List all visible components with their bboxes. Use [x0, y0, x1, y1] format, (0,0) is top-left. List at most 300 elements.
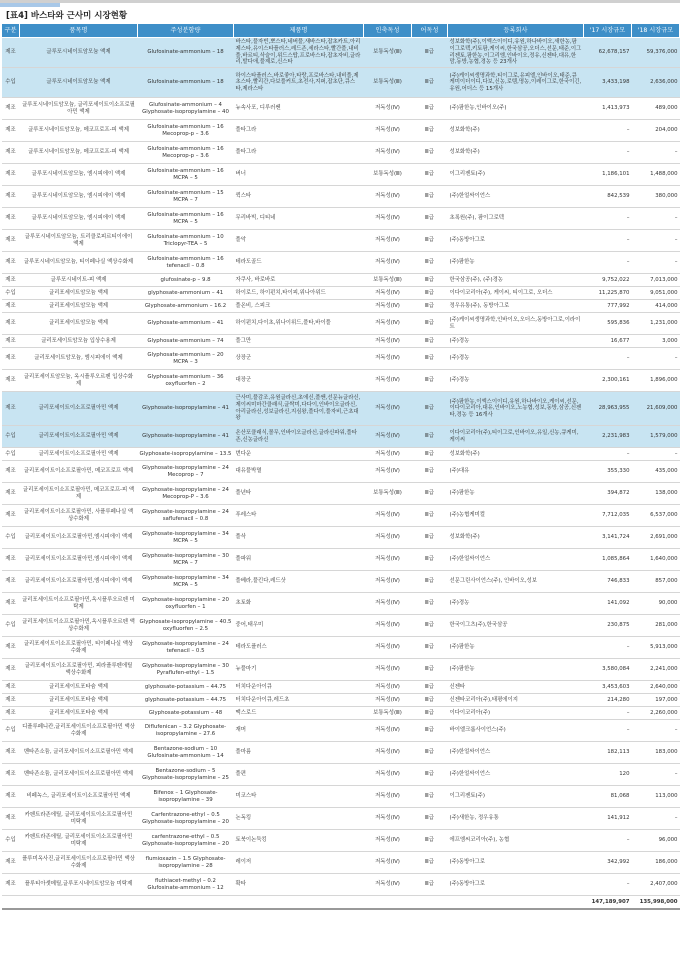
- row-human-toxicity: 저독성(Ⅳ): [364, 637, 412, 659]
- row-item-name: 글루포시네이트암모늄, 티이페나실 액상수화제: [20, 252, 138, 274]
- row-item-name: 글리포세이트암모늄 입상수용제: [20, 335, 138, 348]
- row-ingredient: Glyphosate-isopropylamine – 41: [138, 426, 234, 448]
- row-companies: 초록원(주), 팜이그로텍: [448, 208, 584, 230]
- row-type: 제조: [2, 549, 20, 571]
- row-item-name: 글리포세이트암모늄 액제: [20, 287, 138, 300]
- row-market-2018: 9,051,000: [632, 287, 680, 300]
- total-row: [2, 896, 680, 910]
- row-human-toxicity: 저독성(Ⅳ): [364, 830, 412, 852]
- col-ingredient-header: 주성분함량: [138, 24, 234, 38]
- row-type: 제조: [2, 593, 20, 615]
- table-row: [2, 852, 680, 874]
- row-product-names: 번다운: [234, 448, 364, 461]
- table-row: [2, 571, 680, 593]
- row-market-2018: 3,000: [632, 335, 680, 348]
- row-ingredient: Glufosinate-ammonium – 16 MCPA – 5: [138, 208, 234, 230]
- table-row: [2, 370, 680, 392]
- row-product-names: 대장군: [234, 370, 364, 392]
- row-human-toxicity: 저독성(Ⅳ): [364, 808, 412, 830]
- row-market-2018: 380,000: [632, 186, 680, 208]
- table-row: [2, 637, 680, 659]
- row-human-toxicity: 저독성(Ⅳ): [364, 874, 412, 896]
- row-fish-toxicity: Ⅲ급: [412, 808, 448, 830]
- row-fish-toxicity: Ⅲ급: [412, 426, 448, 448]
- row-fish-toxicity: Ⅲ급: [412, 593, 448, 615]
- row-human-toxicity: 저독성(Ⅳ): [364, 120, 412, 142]
- row-type: 제조: [2, 742, 20, 764]
- table-row: [2, 313, 680, 335]
- row-item-name: 글루포시네이트암모늄, 엠시피에이 액제: [20, 186, 138, 208]
- row-product-names: 상장군: [234, 348, 364, 370]
- row-companies: 성보화학(주): [448, 120, 584, 142]
- row-type: 수입: [2, 448, 20, 461]
- row-fish-toxicity: Ⅲ급: [412, 335, 448, 348]
- top-accent-strip: [0, 3, 60, 7]
- row-market-2018: 186,000: [632, 852, 680, 874]
- row-market-2017: 1,186,101: [584, 164, 632, 186]
- col-type-header: 구분: [2, 24, 20, 38]
- row-product-names: 풀파워: [234, 549, 364, 571]
- row-item-name: 글리포세이트이소프로필아민, 메코프로프-피 액제: [20, 483, 138, 505]
- row-market-2018: –: [632, 142, 680, 164]
- row-fish-toxicity: Ⅲ급: [412, 287, 448, 300]
- row-market-2018: 6,537,000: [632, 505, 680, 527]
- row-item-name: 글리포세이트암모늄, 옥시플루오르펜 입상수화제: [20, 370, 138, 392]
- row-human-toxicity: 저독성(Ⅳ): [364, 786, 412, 808]
- row-ingredient: Glufosinate-ammonium – 16 tefenacil – 0.8: [138, 252, 234, 274]
- row-type: 제조: [2, 274, 20, 287]
- row-companies: (주)동방아그로: [448, 852, 584, 874]
- row-market-2017: 3,141,724: [584, 527, 632, 549]
- row-market-2018: 7,013,000: [632, 274, 680, 287]
- row-product-names: 논독킹: [234, 808, 364, 830]
- row-item-name: 글리포세이트이소프로필아민 액제: [20, 426, 138, 448]
- row-fish-toxicity: Ⅲ급: [412, 505, 448, 527]
- row-ingredient: Glyphosate-ammonium – 20 MCPA – 3: [138, 348, 234, 370]
- row-market-2017: –: [584, 874, 632, 896]
- row-product-names: 하이로드, 하이펀치,타이피,위나아위드: [234, 287, 364, 300]
- row-fish-toxicity: Ⅲ급: [412, 370, 448, 392]
- row-item-name: 글루포시네이트암모늄, 글리포세이트이소프로필아민 액제: [20, 98, 138, 120]
- row-type: 수입: [2, 68, 20, 98]
- row-ingredient: Glyphosate-isopropylamine – 34 MCPA – 5: [138, 527, 234, 549]
- row-ingredient: Glufosinate-ammonium – 16 Mecoprop-p – 3.6: [138, 142, 234, 164]
- table-row: [2, 230, 680, 252]
- row-market-2017: 342,992: [584, 852, 632, 874]
- row-item-name: 글리포세이트암모늄 액제: [20, 313, 138, 335]
- row-companies: 선문그린사이언스(주), 인바이오,성보: [448, 571, 584, 593]
- row-human-toxicity: 저독성(Ⅳ): [364, 392, 412, 426]
- table-row: [2, 615, 680, 637]
- row-human-toxicity: 저독성(Ⅳ): [364, 98, 412, 120]
- row-market-2018: 1,896,000: [632, 370, 680, 392]
- table-row: [2, 348, 680, 370]
- row-market-2018: 5,913,000: [632, 637, 680, 659]
- row-fish-toxicity: Ⅲ급: [412, 98, 448, 120]
- row-type: 제조: [2, 164, 20, 186]
- row-type: 제조: [2, 186, 20, 208]
- table-row: [2, 549, 680, 571]
- row-market-2017: 355,330: [584, 461, 632, 483]
- row-ingredient: Diflufenican – 3.2 Glyphosate-isopropylamine – 27.6: [138, 720, 234, 742]
- row-product-names: 미코스타: [234, 786, 364, 808]
- row-companies: (주)동방아그로: [448, 874, 584, 896]
- row-fish-toxicity: Ⅲ급: [412, 274, 448, 287]
- row-ingredient: glyphosate-potassium – 44.75: [138, 694, 234, 707]
- row-companies: (주)동방아그로: [448, 230, 584, 252]
- row-type: 수입: [2, 426, 20, 448]
- row-human-toxicity: 저독성(Ⅳ): [364, 300, 412, 313]
- row-companies: (주)한얼싸이언스: [448, 764, 584, 786]
- row-fish-toxicity: Ⅲ급: [412, 549, 448, 571]
- row-companies: (주)한얼싸이언스: [448, 549, 584, 571]
- row-human-toxicity: 보통독성(Ⅲ): [364, 68, 412, 98]
- row-ingredient: Bentazone-sodium – 10 Glufosinate-ammonium – 14: [138, 742, 234, 764]
- table-row: [2, 186, 680, 208]
- row-ingredient: Glufosinate-ammonium – 16 Mecoprop-p – 3.6: [138, 120, 234, 142]
- table-row: [2, 426, 680, 448]
- row-type: 제조: [2, 694, 20, 707]
- row-companies: (주)한얼싸이언스: [448, 186, 584, 208]
- row-type: 제조: [2, 808, 20, 830]
- row-market-2018: 857,000: [632, 571, 680, 593]
- row-fish-toxicity: Ⅲ급: [412, 852, 448, 874]
- row-product-names: 풀베라,풀킨다,레드삿: [234, 571, 364, 593]
- row-product-names: 풀타그라: [234, 120, 364, 142]
- row-market-2018: 2,691,000: [632, 527, 680, 549]
- row-market-2018: 1,231,000: [632, 313, 680, 335]
- row-type: 제조: [2, 764, 20, 786]
- row-market-2017: –: [584, 637, 632, 659]
- row-market-2017: 777,992: [584, 300, 632, 313]
- row-item-name: 벤타존소듐, 글리포세이트이소프로필아민 액제: [20, 764, 138, 786]
- row-item-name: 글루포시네이트암모늄 액제: [20, 68, 138, 98]
- row-ingredient: Glyphosate-isopropylamine – 41: [138, 392, 234, 426]
- table-row: [2, 593, 680, 615]
- row-market-2018: 2,640,000: [632, 681, 680, 694]
- row-human-toxicity: 저독성(Ⅳ): [364, 764, 412, 786]
- row-companies: (주)한얼싸이언스: [448, 742, 584, 764]
- row-type: 제조: [2, 681, 20, 694]
- row-fish-toxicity: Ⅲ급: [412, 720, 448, 742]
- table-row: [2, 448, 680, 461]
- row-market-2017: –: [584, 208, 632, 230]
- row-fish-toxicity: Ⅲ급: [412, 694, 448, 707]
- row-fish-toxicity: Ⅲ급: [412, 142, 448, 164]
- table-row: [2, 786, 680, 808]
- row-type: 제조: [2, 300, 20, 313]
- row-item-name: 글리포세이트이소프로필아민,옥시플루오르펜 미탁제: [20, 593, 138, 615]
- row-market-2017: 2,231,983: [584, 426, 632, 448]
- row-companies: 성보화학(주): [448, 142, 584, 164]
- row-type: 제조: [2, 120, 20, 142]
- row-market-2017: –: [584, 448, 632, 461]
- row-type: 제조: [2, 208, 20, 230]
- row-ingredient: Glyphosate-isopropylamine – 34 MCPA – 5: [138, 571, 234, 593]
- row-item-name: 글리포세이트이소프로필아민,옥시플루오르펜 액상수화제: [20, 615, 138, 637]
- row-item-name: 글루포시네이트암모늄 액제: [20, 38, 138, 68]
- row-market-2017: 1,085,864: [584, 549, 632, 571]
- row-fish-toxicity: Ⅲ급: [412, 38, 448, 68]
- col-company-header: 등록회사: [448, 24, 584, 38]
- row-product-names: 터치다운아이큐,레드초: [234, 694, 364, 707]
- row-market-2018: –: [632, 448, 680, 461]
- col-product-header: 제품명: [234, 24, 364, 38]
- row-market-2017: 1,413,973: [584, 98, 632, 120]
- row-product-names: 테라도플러스: [234, 637, 364, 659]
- row-market-2018: 21,609,000: [632, 392, 680, 426]
- row-item-name: 글리포세이트이소프로필아민, 피라플루펜에틸 액상수화제: [20, 659, 138, 681]
- table-row: [2, 392, 680, 426]
- row-human-toxicity: 저독성(Ⅳ): [364, 694, 412, 707]
- row-market-2018: 435,000: [632, 461, 680, 483]
- row-item-name: 플루미옥사진,글리포세이트이소프로필아민 액상수화제: [20, 852, 138, 874]
- row-market-2018: 204,000: [632, 120, 680, 142]
- row-fish-toxicity: Ⅲ급: [412, 637, 448, 659]
- row-fish-toxicity: Ⅲ급: [412, 461, 448, 483]
- row-market-2017: –: [584, 348, 632, 370]
- row-fish-toxicity: Ⅲ급: [412, 659, 448, 681]
- row-ingredient: Glyphosate-potassium – 48: [138, 707, 234, 720]
- row-ingredient: glyphosate-ammonium – 41: [138, 287, 234, 300]
- row-item-name: 글리포세이트이소프로필아민, 메코프로프 액제: [20, 461, 138, 483]
- row-market-2017: 3,580,084: [584, 659, 632, 681]
- row-item-name: 글리포세이트이소프로필아민, 사플루페나실 액상수화제: [20, 505, 138, 527]
- row-item-name: 비페녹스, 글리포세이트이소프로필아민 액제: [20, 786, 138, 808]
- row-product-names: 푸레스타: [234, 505, 364, 527]
- row-market-2018: 1,579,000: [632, 426, 680, 448]
- row-companies: 성보화학(주),이엑스이이디,유원,하나바이오,새한농,팜이그로텍,키토팜,케이씨,한국삼공,오더스,선문,태준,이그리젠토,팜한농,이그리엠,인바이오,정유,신젠타,대유,한맘,동방,농협,경농 등 23개사: [448, 38, 584, 68]
- row-market-2018: 414,000: [632, 300, 680, 313]
- row-market-2017: 214,280: [584, 694, 632, 707]
- row-ingredient: Bentazone-sodium – 5 Glyphosate-isopropylamine – 25: [138, 764, 234, 786]
- col-item-header: 품목명: [20, 24, 138, 38]
- row-fish-toxicity: Ⅲ급: [412, 392, 448, 426]
- row-ingredient: Carfentrazone-ethyl – 0.5 Glyphosate-isopropylamine – 20: [138, 808, 234, 830]
- row-ingredient: Glufosinate-ammonium – 18: [138, 38, 234, 68]
- row-fish-toxicity: Ⅲ급: [412, 874, 448, 896]
- row-ingredient: Glyphosate-isopropylamine – 24 Mecoprop-P – 3.6: [138, 483, 234, 505]
- row-ingredient: carfentrazone-ethyl – 0.5 Glyphosate-isopropylamine – 20: [138, 830, 234, 852]
- row-ingredient: Glufosinate-ammonium – 4 Glyphosate-isopropylamine – 40: [138, 98, 234, 120]
- row-market-2018: 59,376,000: [632, 38, 680, 68]
- row-companies: 이다이코리아(주): [448, 707, 584, 720]
- row-product-names: 초토화: [234, 593, 364, 615]
- row-type: 제조: [2, 98, 20, 120]
- row-product-names: 뉴풀마기: [234, 659, 364, 681]
- row-fish-toxicity: Ⅲ급: [412, 707, 448, 720]
- row-type: 제조: [2, 252, 20, 274]
- row-product-names: 풀년타: [234, 483, 364, 505]
- row-market-2017: –: [584, 707, 632, 720]
- row-human-toxicity: 저독성(Ⅳ): [364, 527, 412, 549]
- row-ingredient: Glufosinate-ammonium – 10 Triclopyr-TEA – 5: [138, 230, 234, 252]
- row-market-2017: 2,300,161: [584, 370, 632, 392]
- row-market-2018: 489,000: [632, 98, 680, 120]
- row-fish-toxicity: Ⅲ급: [412, 120, 448, 142]
- table-row: [2, 764, 680, 786]
- row-companies: (주)케이씨생명과학,인바이오,오더스,동방아그로,이라이트: [448, 313, 584, 335]
- row-companies: (주)팜한농: [448, 659, 584, 681]
- row-ingredient: Glyphosate-ammonium – 41: [138, 313, 234, 335]
- row-companies: 이다이코리아(주), 케이씨, 티이그로, 오더스: [448, 287, 584, 300]
- row-market-2018: 138,000: [632, 483, 680, 505]
- row-companies: 신젠타: [448, 681, 584, 694]
- row-human-toxicity: 보통독성(Ⅲ): [364, 164, 412, 186]
- row-market-2018: –: [632, 808, 680, 830]
- row-fish-toxicity: Ⅲ급: [412, 681, 448, 694]
- row-ingredient: Glyphosate-isopropylamine – 30 MCPA – 7: [138, 549, 234, 571]
- row-companies: (주)팜한농,인바이오(주): [448, 98, 584, 120]
- row-item-name: 글리포세이트이소프로필아민,엠시피에이 액제: [20, 527, 138, 549]
- row-human-toxicity: 저독성(Ⅳ): [364, 370, 412, 392]
- row-market-2018: 2,260,000: [632, 707, 680, 720]
- row-type: 제조: [2, 461, 20, 483]
- row-human-toxicity: 저독성(Ⅳ): [364, 287, 412, 300]
- row-human-toxicity: 저독성(Ⅳ): [364, 142, 412, 164]
- row-item-name: 글리포세이트포타슘 액제: [20, 694, 138, 707]
- row-type: 수입: [2, 830, 20, 852]
- row-companies: 한국이그츠(주),한국삼공: [448, 615, 584, 637]
- row-fish-toxicity: Ⅲ급: [412, 615, 448, 637]
- row-type: 제조: [2, 637, 20, 659]
- row-item-name: 디플루페니칸,글리포세이트이소프로필아민 액상수화제: [20, 720, 138, 742]
- row-companies: 성보화학(주): [448, 527, 584, 549]
- row-human-toxicity: 저독성(Ⅳ): [364, 335, 412, 348]
- row-companies: (주)경농: [448, 593, 584, 615]
- row-ingredient: Glyphosate-ammonium – 74: [138, 335, 234, 348]
- table-row: [2, 68, 680, 98]
- row-ingredient: Glyphosate-isopropylamine – 24 Mecoprop – 7: [138, 461, 234, 483]
- row-ingredient: glufosinate-p – 9.8: [138, 274, 234, 287]
- row-market-2017: 141,912: [584, 808, 632, 830]
- row-fish-toxicity: Ⅲ급: [412, 527, 448, 549]
- table-row: [2, 461, 680, 483]
- table-row: [2, 120, 680, 142]
- row-market-2018: 2,241,000: [632, 659, 680, 681]
- row-human-toxicity: 저독성(Ⅳ): [364, 186, 412, 208]
- row-product-names: 테라도골드: [234, 252, 364, 274]
- row-fish-toxicity: Ⅲ급: [412, 786, 448, 808]
- row-ingredient: flumioxazin – 1.5 Glyphosate-isopropylamine – 28: [138, 852, 234, 874]
- row-human-toxicity: 저독성(Ⅳ): [364, 461, 412, 483]
- row-market-2018: 2,407,000: [632, 874, 680, 896]
- row-market-2017: 595,836: [584, 313, 632, 335]
- row-product-names: 하이스타플러스,바로좋아,타랑,프로바스타,내비풀,제초스타,빨리간,다보풀커트,초전사,지퍼,잡초단,큐스타,제라스타: [234, 68, 364, 98]
- row-market-2017: –: [584, 142, 632, 164]
- row-ingredient: Glyphosate-ammonium – 16.2: [138, 300, 234, 313]
- table-row: [2, 720, 680, 742]
- row-market-2017: 394,872: [584, 483, 632, 505]
- table-title: [표4] 바스타와 근사미 시장현황: [6, 11, 128, 21]
- row-ingredient: Glyphosate-isopropylamine – 24 tefenacil – 0.5: [138, 637, 234, 659]
- row-human-toxicity: 저독성(Ⅳ): [364, 208, 412, 230]
- row-market-2017: 9,752,022: [584, 274, 632, 287]
- row-fish-toxicity: Ⅲ급: [412, 483, 448, 505]
- table-row: [2, 252, 680, 274]
- row-fish-toxicity: Ⅲ급: [412, 571, 448, 593]
- table-row: [2, 208, 680, 230]
- row-product-names: 근사미,풀감조,유원글라신,초에신,풀쌘,선문뉴글라신,제이씨미마간클래식,글싹미,다다이,인바이오글라신,아리글라신,성보글라신,지심왕,풀다이,풀자비,근초대왕: [234, 392, 364, 426]
- row-ingredient: Glyphosate-isopropylamine – 30 Pyraflufen-ethyl – 1.5: [138, 659, 234, 681]
- row-human-toxicity: 저독성(Ⅳ): [364, 742, 412, 764]
- table-row: [2, 142, 680, 164]
- row-companies: (주)경농: [448, 348, 584, 370]
- row-item-name: 글리포세이트포타슘 액제: [20, 681, 138, 694]
- row-fish-toxicity: Ⅲ급: [412, 348, 448, 370]
- row-market-2018: 2,636,000: [632, 68, 680, 98]
- row-product-names: 하이펀치,다이초,위나이위드,풀타,바이풀: [234, 313, 364, 335]
- table-row: [2, 287, 680, 300]
- row-companies: 바이엘크롭사이언스(주): [448, 720, 584, 742]
- row-item-name: 글리포세이트이소프로필아민, 티이페나실 액상수화제: [20, 637, 138, 659]
- row-product-names: 풀마름: [234, 742, 364, 764]
- row-companies: (주)경농: [448, 335, 584, 348]
- row-item-name: 벤타존소듐, 글리포세이트이소프로필아민 액제: [20, 742, 138, 764]
- row-product-names: 자쿠사, 바로바로: [234, 274, 364, 287]
- row-market-2017: 3,433,198: [584, 68, 632, 98]
- row-type: 제조: [2, 659, 20, 681]
- row-market-2018: –: [632, 208, 680, 230]
- row-type: 제조: [2, 370, 20, 392]
- table-row: [2, 300, 680, 313]
- row-product-names: 터치다운아이큐: [234, 681, 364, 694]
- row-product-names: 레이저: [234, 852, 364, 874]
- row-product-names: 중어,태우미: [234, 615, 364, 637]
- row-item-name: 글리포세이트포타슘 액제: [20, 707, 138, 720]
- row-human-toxicity: 저독성(Ⅳ): [364, 448, 412, 461]
- row-type: 제조: [2, 392, 20, 426]
- row-type: 제조: [2, 707, 20, 720]
- row-fish-toxicity: Ⅲ급: [412, 742, 448, 764]
- table-row: [2, 830, 680, 852]
- row-market-2018: 96,000: [632, 830, 680, 852]
- row-ingredient: Glyphosate-isopropylamine – 20 oxyfluorfen – 1: [138, 593, 234, 615]
- row-fish-toxicity: Ⅲ급: [412, 830, 448, 852]
- row-product-names: 무리바빅, 디티네: [234, 208, 364, 230]
- row-item-name: 글루포시네이트암모늄, 엠시피에이 액제: [20, 208, 138, 230]
- row-market-2017: –: [584, 252, 632, 274]
- row-human-toxicity: 저독성(Ⅳ): [364, 505, 412, 527]
- row-fish-toxicity: Ⅲ급: [412, 208, 448, 230]
- row-market-2017: 62,678,157: [584, 38, 632, 68]
- row-human-toxicity: 저독성(Ⅳ): [364, 615, 412, 637]
- row-item-name: 글루포시네이트-피 액제: [20, 274, 138, 287]
- col-fish-toxicity-header: 어독성: [412, 24, 448, 38]
- row-product-names: 풀타그라: [234, 142, 364, 164]
- row-fish-toxicity: Ⅲ급: [412, 300, 448, 313]
- row-human-toxicity: 저독성(Ⅳ): [364, 852, 412, 874]
- row-item-name: 글리포세이트이소프로필아민 액제: [20, 448, 138, 461]
- row-fish-toxicity: Ⅲ급: [412, 230, 448, 252]
- row-companies: 이그리젠토(주): [448, 164, 584, 186]
- row-item-name: 플루티아셋메틸,글루포시네이트암모늄 미탁제: [20, 874, 138, 896]
- row-type: 제조: [2, 230, 20, 252]
- row-type: 수입: [2, 527, 20, 549]
- header-row: [2, 24, 680, 38]
- table-row: [2, 164, 680, 186]
- row-human-toxicity: 보통독성(Ⅲ): [364, 483, 412, 505]
- row-product-names: 풀그만: [234, 335, 364, 348]
- row-human-toxicity: 보통독성(Ⅲ): [364, 707, 412, 720]
- table-row: [2, 483, 680, 505]
- row-human-toxicity: 저독성(Ⅳ): [364, 230, 412, 252]
- table-row: [2, 98, 680, 120]
- row-market-2018: 281,000: [632, 615, 680, 637]
- row-type: 제조: [2, 571, 20, 593]
- row-ingredient: Glufosinate-ammonium – 15 MCPA – 7: [138, 186, 234, 208]
- row-companies: 성보화학(주): [448, 448, 584, 461]
